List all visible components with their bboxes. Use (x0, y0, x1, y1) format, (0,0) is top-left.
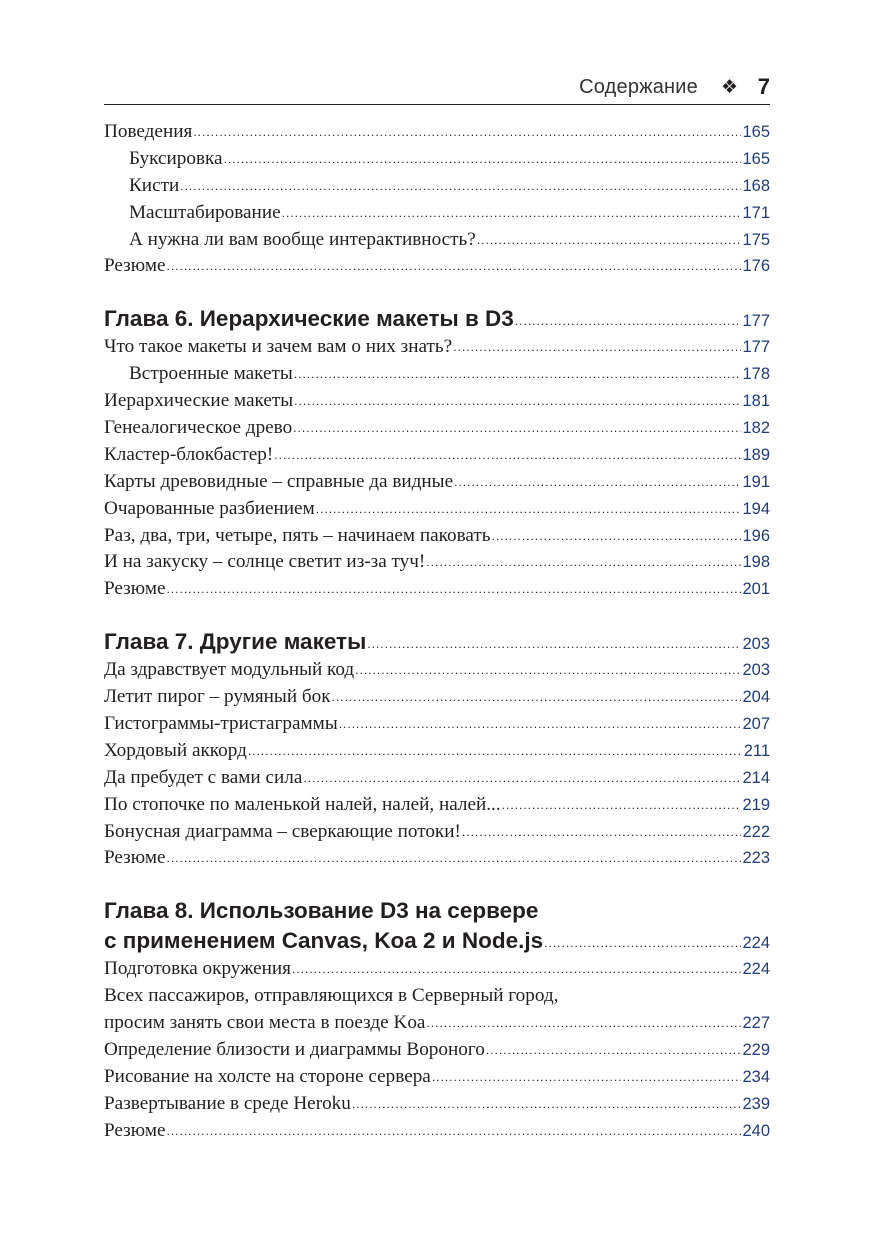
toc-chapter-6 (104, 306, 770, 605)
toc-entry[interactable] (104, 229, 770, 256)
toc-entry-label: Что такое макеты и зачем вам о них знать? (104, 336, 453, 358)
toc-entry[interactable] (104, 1039, 770, 1066)
leader-dots (303, 771, 741, 785)
toc-entry[interactable] (104, 958, 770, 985)
toc-entry[interactable] (104, 148, 770, 175)
toc-entry[interactable] (104, 1120, 770, 1147)
toc-entry[interactable] (104, 713, 770, 740)
section-gap (104, 282, 770, 306)
toc-entry-page: 176 (742, 257, 770, 276)
toc-entry-page: 181 (742, 392, 770, 411)
toc-entry-page: 168 (742, 176, 770, 195)
toc-entry-label: Раз, два, три, четыре, пять – начинаем паковать (104, 524, 491, 546)
toc-entry[interactable] (104, 821, 770, 848)
leader-dots (167, 259, 742, 273)
toc-entry-page: 189 (742, 445, 770, 464)
leader-dots (426, 555, 741, 569)
toc-entry-label: Подготовка окружения (104, 958, 292, 980)
toc-entry-label: Да здравствует модульный код (104, 659, 355, 681)
leader-dots (544, 936, 741, 950)
toc-entry-page: 196 (742, 526, 770, 545)
leader-dots (352, 1097, 742, 1111)
leader-dots (224, 152, 742, 166)
toc-entry-page: 191 (742, 472, 770, 491)
toc-entry-page: 171 (742, 203, 770, 222)
running-head-title: Содержание (579, 76, 698, 98)
leader-dots (293, 421, 741, 435)
toc-entry[interactable] (104, 390, 770, 417)
toc-page (104, 72, 770, 1147)
toc-entry-page: 177 (742, 338, 770, 357)
leader-dots (193, 125, 741, 139)
toc-entry-label: Определение близости и диаграммы Вороного (104, 1039, 485, 1061)
leader-dots (274, 448, 741, 462)
toc-entry-label: Поведения (104, 121, 193, 142)
leader-dots (492, 529, 742, 543)
toc-entry-label: И на закуску – солнце светит из-за туч! (104, 551, 426, 573)
toc-entry-label: Резюме (104, 847, 166, 869)
table-of-contents (104, 121, 770, 1147)
chapter-heading[interactable] (104, 306, 770, 336)
toc-entry[interactable] (104, 121, 770, 148)
toc-entry-page: 214 (742, 768, 770, 787)
toc-entry-label: Кластер-блокбастер! (104, 443, 274, 465)
chapter-title-line2: с применением Canvas, Koa 2 и Node.js (104, 928, 544, 954)
toc-entry-page: 175 (742, 230, 770, 249)
toc-entry-page: 224 (742, 960, 770, 979)
leader-dots (502, 798, 742, 812)
toc-entry-page: 234 (742, 1067, 770, 1086)
toc-entry-page: 178 (742, 365, 770, 384)
leader-dots (294, 367, 742, 381)
toc-entry-label: Летит пирог – румяный бок (104, 686, 331, 708)
toc-entry-label: Буксировка (129, 147, 223, 169)
leader-dots (316, 502, 742, 516)
leader-dots (332, 690, 742, 704)
toc-section-continued (104, 121, 770, 282)
toc-entry-page: 165 (742, 149, 770, 168)
toc-entry-label: Хордовый аккорд (104, 739, 247, 761)
leader-dots (515, 314, 742, 328)
toc-entry-label: Встроенные макеты (129, 363, 293, 385)
toc-entry-page: 239 (742, 1094, 770, 1113)
toc-entry-label: Бонусная диаграмма – сверкающие потоки! (104, 820, 461, 842)
page-number: 7 (757, 74, 770, 99)
running-head (104, 72, 770, 105)
toc-entry[interactable] (104, 659, 770, 686)
leader-dots (294, 394, 741, 408)
toc-entry-page: 182 (742, 419, 770, 438)
toc-entry[interactable] (104, 740, 770, 767)
leader-dots (339, 717, 742, 731)
toc-entry[interactable] (104, 1066, 770, 1093)
leader-dots (167, 582, 742, 596)
toc-entry[interactable] (104, 444, 770, 471)
leader-dots (426, 1016, 741, 1030)
leader-dots (355, 663, 741, 677)
toc-entry-page: 198 (742, 553, 770, 572)
toc-entry-page: 165 (742, 123, 770, 141)
toc-entry[interactable] (104, 686, 770, 713)
toc-entry-page: 229 (742, 1041, 770, 1060)
toc-entry[interactable] (104, 1012, 770, 1039)
toc-entry[interactable] (104, 202, 770, 229)
toc-entry-label: Резюме (104, 255, 166, 277)
toc-entry[interactable] (104, 578, 770, 605)
leader-dots (292, 962, 741, 976)
toc-entry[interactable] (104, 471, 770, 498)
leader-dots (477, 233, 742, 247)
leader-dots (367, 637, 741, 651)
toc-entry-label: Масштабирование (129, 201, 281, 223)
toc-entry-page: 207 (742, 715, 770, 734)
chapter-title: Глава 7. Другие макеты (104, 629, 367, 655)
toc-entry[interactable] (104, 767, 770, 794)
leader-dots (432, 1070, 742, 1084)
toc-entry-page: 211 (743, 741, 770, 760)
toc-entry-page: 227 (742, 1014, 770, 1033)
leader-dots (453, 340, 741, 354)
toc-chapter-8 (104, 898, 770, 1146)
toc-entry-label: Гистограммы-тристаграммы (104, 713, 338, 735)
chapter-page: 224 (742, 934, 770, 953)
toc-entry-label: Развертывание в среде Heroku (104, 1092, 351, 1114)
toc-entry-label: Резюме (104, 1119, 166, 1141)
leader-dots (180, 179, 741, 193)
toc-entry-label: Да пребудет с вами сила (104, 766, 303, 788)
chapter-heading[interactable] (104, 629, 770, 659)
leader-dots (167, 851, 742, 865)
toc-entry-page: 223 (742, 849, 770, 868)
toc-entry[interactable] (104, 498, 770, 525)
toc-entry-label: Генеалогическое древо (104, 417, 293, 439)
chapter-title-line1[interactable]: Глава 8. Использование D3 на сервере (104, 898, 539, 924)
toc-entry[interactable] (104, 363, 770, 390)
toc-entry-page: 201 (742, 580, 770, 599)
leader-dots (282, 206, 742, 220)
toc-entry-page: 240 (742, 1121, 770, 1140)
toc-entry-label: По стопочке по маленькой налей, налей, налей... (104, 793, 501, 815)
toc-entry-label-line1[interactable]: Всех пассажиров, отправляющихся в Серверный город, (104, 985, 559, 1007)
section-gap (104, 605, 770, 629)
toc-entry[interactable] (104, 417, 770, 444)
toc-entry-label: А нужна ли вам вообще интерактивность? (129, 228, 476, 250)
leader-dots (167, 1124, 742, 1138)
toc-entry[interactable] (104, 794, 770, 821)
leader-dots (462, 825, 742, 839)
toc-entry[interactable] (104, 1093, 770, 1120)
toc-entry-label: Иерархические макеты (104, 390, 294, 412)
toc-entry-label: Очарованные разбиением (104, 497, 315, 519)
chapter-title: Глава 6. Иерархические макеты в D3 (104, 306, 514, 332)
toc-entry[interactable] (104, 551, 770, 578)
ornament-icon: ❖ (720, 77, 738, 98)
toc-entry[interactable] (104, 336, 770, 363)
toc-entry-label: просим занять свои места в поезде Koa (104, 1012, 426, 1034)
toc-entry-page: 194 (742, 499, 770, 518)
toc-entry[interactable] (104, 525, 770, 552)
toc-entry[interactable] (104, 847, 770, 874)
toc-entry-label: Рисование на холсте на стороне сервера (104, 1065, 431, 1087)
toc-entry-label: Карты древовидные – справные да видные (104, 470, 454, 492)
chapter-heading[interactable] (104, 928, 770, 958)
leader-dots (248, 744, 743, 758)
section-gap (104, 874, 770, 898)
toc-chapter-7 (104, 629, 770, 874)
toc-entry-label: Резюме (104, 578, 166, 600)
toc-entry[interactable] (104, 175, 770, 202)
toc-entry-page: 219 (742, 795, 770, 814)
toc-entry-page: 204 (742, 688, 770, 707)
chapter-page: 177 (742, 312, 770, 331)
toc-entry-page: 222 (742, 822, 770, 841)
leader-dots (454, 475, 741, 489)
toc-entry[interactable] (104, 255, 770, 282)
toc-entry-page: 203 (742, 661, 770, 680)
leader-dots (486, 1043, 742, 1057)
toc-entry-label: Кисти (129, 174, 180, 196)
chapter-page: 203 (742, 635, 770, 654)
